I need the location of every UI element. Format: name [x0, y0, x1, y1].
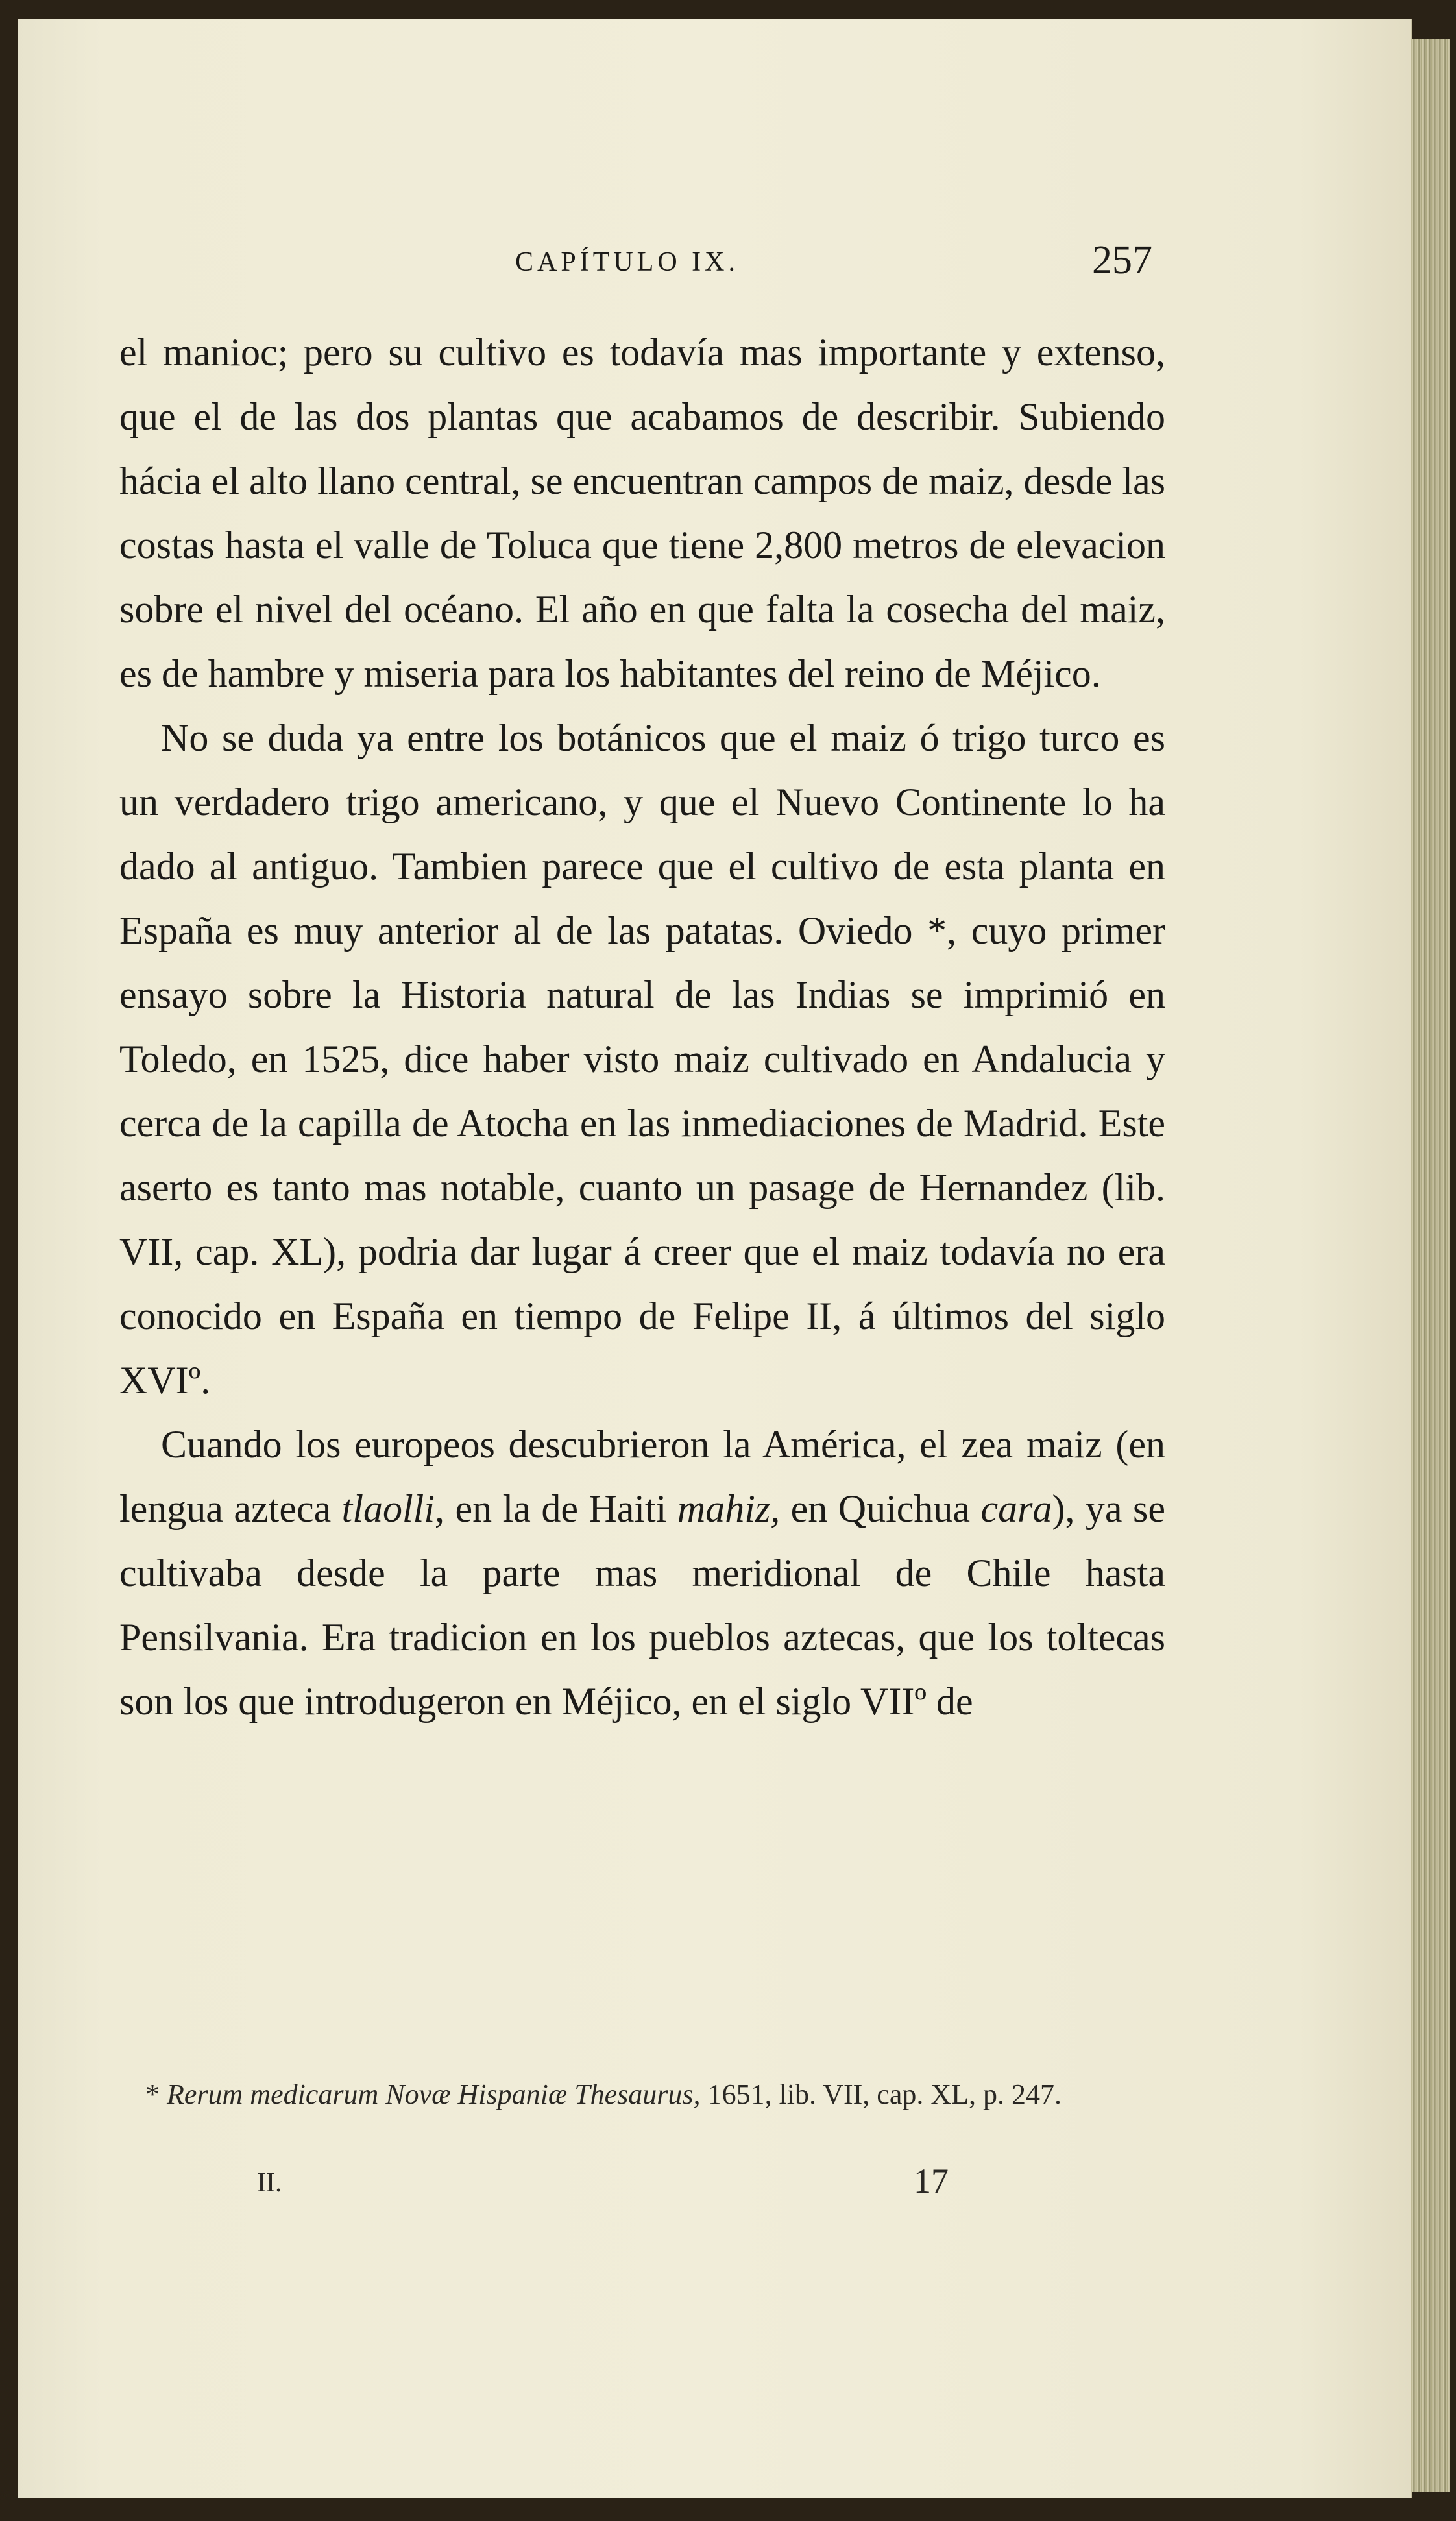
page-header: [119, 234, 1165, 298]
paragraph-2: No se duda ya entre los botánicos que el maiz ó trigo turco es un verdadero trigo americano, y que el Nuevo Continente lo ha dado al antiguo. Tambien parece que el cultivo de esta planta en España es muy anterior al de las patatas. Oviedo *, cuyo primer ensayo sobre la Historia natural de las Indias se imprimió en Toledo, en 1525, dice haber visto maiz cultivado en Andalucia y cerca de la capilla de Atocha en las inmediaciones de Madrid. Este aserto es tanto mas notable, cuanto un pasage de Hernandez (lib. VII, cap. XL), podria dar lugar á creer que el maiz todavía no era conocido en España en tiempo de Felipe II, á últimos del siglo XVIº.: [119, 716, 1165, 1402]
book-page-edges: [1411, 39, 1450, 2492]
paragraph-3-part-4: ), ya se cultivaba desde la parte mas meridional de Chile hasta Pensilvania. Era tradicion en los pueblos aztecas, que los toltecas son los que introdugeron en Méjico, en el siglo VIIº de: [119, 1487, 1165, 1723]
running-head: CAPÍTULO IX.: [515, 247, 739, 277]
paragraph-3-part-3: en Quichua: [780, 1487, 981, 1530]
paragraph-3-part-1: Cuando los europeos descubrieron la América, el zea maiz (en lengua azteca: [119, 1423, 1165, 1530]
page-number: 257: [1092, 238, 1152, 282]
signature-mark: II.: [257, 2168, 282, 2198]
footnote: [119, 2070, 1165, 2119]
aztec-term: tlaolli,: [341, 1487, 445, 1530]
footnote-reference: 1651, lib. VII, cap. XL, p. 247.: [700, 2078, 1062, 2110]
body-text: [119, 321, 1165, 1734]
footnote-mark: *: [145, 2078, 160, 2110]
text-block: [119, 234, 1165, 1734]
paragraph-3-part-2: en la de Haiti: [444, 1487, 677, 1530]
paragraph-3: [119, 1413, 1165, 1734]
sheet-number: 17: [914, 2162, 949, 2200]
quichua-term: cara: [980, 1487, 1052, 1530]
footnote-title: Rerum medicarum Novæ Hispaniæ Thesaurus,: [167, 2078, 701, 2110]
haiti-term: mahiz,: [677, 1487, 781, 1530]
paragraph-1: el manioc; pero su cultivo es todavía mas importante y extenso, que el de las dos plantas que acabamos de describir. Subiendo hácia el alto llano central, se encuentran campos de maiz, desde las costas hasta el valle de Toluca que tiene 2,800 metros de elevacion sobre el nivel del océano. El año en que falta la cosecha del maiz, es de hambre y miseria para los habitantes del reino de Méjico.: [119, 331, 1165, 695]
